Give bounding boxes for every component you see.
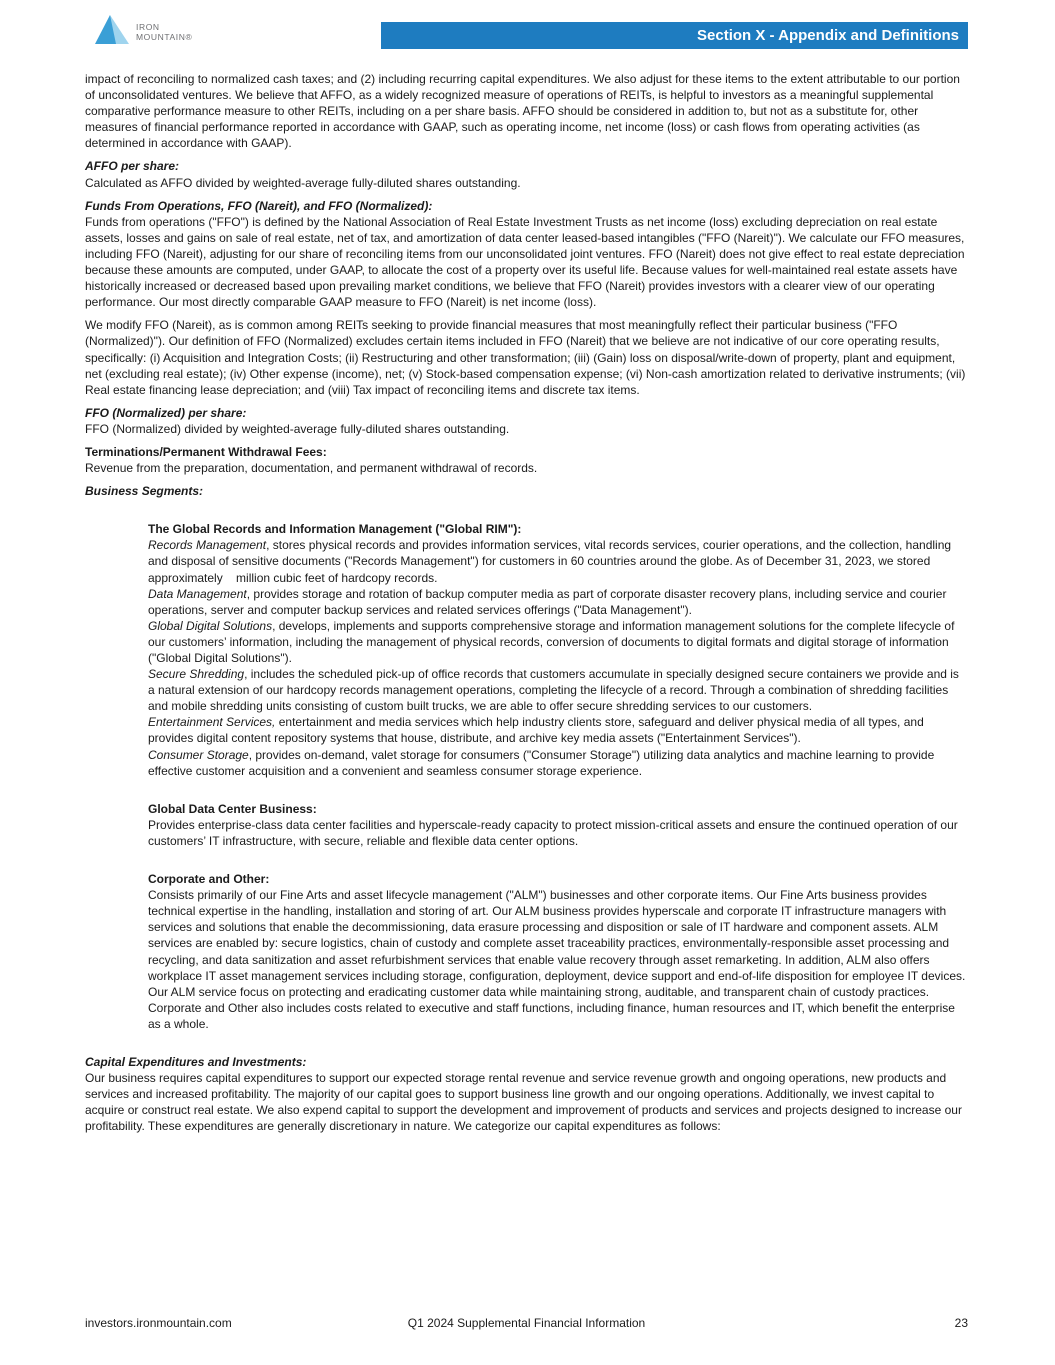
section-heading: Global Data Center Business: <box>148 801 317 816</box>
paragraph: Revenue from the preparation, documentation, and permanent withdrawal of records. <box>85 461 538 476</box>
footer-title: Q1 2024 Supplemental Financial Information <box>407 1316 646 1330</box>
document-body <box>85 71 968 1134</box>
footer-website: investors.ironmountain.com <box>85 1316 232 1330</box>
logo-line1: IRON <box>136 21 160 32</box>
term-lead-italic: Data Management <box>148 586 247 601</box>
paragraph: impact of reconciling to normalized cash taxes; and (2) including recurring capital expenditures. We also adjust for these items to the extent attributable to our portion of unconsolidated ventures. We believe that AFFO, as a widely recognized measure of operations of REITs, is helpful to investors as a meaningful supplemental comparative performance measure to other REITs, including on a per share basis. AFFO should be considered in addition to, but not as a substitute for, other measures of financial performance reported in accordance with GAAP, such as operating income, net income (loss) or cash flows from operating activities (as determined in accordance with GAAP). <box>85 72 964 151</box>
section-heading: AFFO per share: <box>85 159 180 174</box>
logo-line2: MOUNTAIN® <box>136 32 193 42</box>
section-heading: The Global Records and Information Management ("Global RIM"): <box>148 522 522 537</box>
term-lead-italic: Consumer Storage <box>148 747 249 762</box>
mountain-logo-icon <box>95 15 129 49</box>
logo-wordmark <box>136 22 192 43</box>
section-heading: Corporate and Other: <box>148 872 270 887</box>
section-heading: Business Segments: <box>85 484 204 499</box>
footer-page-number: 23 <box>954 1316 968 1330</box>
paragraph: Secure Shredding, includes the scheduled pick-up of office records that customers accumulate in specially designed secure containers we provide and is a natural extension of our hardcopy records management operations, completing the lifecycle of a record. Through a combination of shredding facilities and mobile shredding units consisting of custom built trucks, we are able to offer secure shredding services to our customers. <box>148 667 963 714</box>
paragraph: Consists primarily of our Fine Arts and asset lifecycle management ("ALM") businesses and other corporate items. Our Fine Arts business provides technical expertise in the handling, installation and storing of art. Our ALM business provides hyperscale and corporate IT infrastructure managers with services and solutions that enable the decommissioning, data erasure processing and disposition or sale of IT hardware and component assets. ALM services are enabled by: secure logistics, chain of custody and complete asset traceability practices, environmentally-responsible asset processing and recycling, and data sanitization and asset refurbishment services that enable value recovery through asset remarketing. In addition, ALM also offers workplace IT asset management services including storage, configuration, deployment, device support and end-of-life disposition for employee IT devices. Our ALM service focus on protecting and eradicating customer data while maintaining strong, auditable, and transparent chain of custody practices. Corporate and Other also includes costs related to executive and staff functions, including finance, human resources and IT, which benefit the enterprise as a whole. <box>148 888 969 1031</box>
paragraph: Global Digital Solutions, develops, implements and supports comprehensive storage and information management solutions for the complete lifecycle of our customers’ information, including the management of physical records, conversion of documents to digital formats and digital storage of information ("Global Digital Solutions"). <box>148 618 958 665</box>
section-heading: Capital Expenditures and Investments: <box>85 1054 307 1069</box>
paragraph: We modify FFO (Nareit), as is common among REITs seeking to provide financial measures that most meaningfully reflect their particular business ("FFO (Normalized)"). Our definition of FFO (Normalized) excludes certain items included in FFO (Nareit) that we believe are not indicative of our core operating results, specifically: (i) Acquisition and Integration Costs; (ii) Restructuring and other transformation; (iii) (Gain) loss on disposal/write-down of property, plant and equipment, net (excluding real estate); (iv) Other expense (income), net; (v) Stock-based compensation expense; (vi) Non-cash amortization related to derivative instruments; (vii) Real estate financing lease depreciation; and (viii) Tax impact of reconciling items and discrete tax items. <box>85 318 969 397</box>
section-banner: Section X - Appendix and Definitions <box>381 22 968 49</box>
iron-mountain-logo <box>95 15 192 49</box>
section-heading: Funds From Operations, FFO (Nareit), and FFO (Normalized): <box>85 198 433 213</box>
paragraph: Entertainment Services, entertainment and media services which help industry clients store, safeguard and deliver physical media of all types, and provides digital content repository systems that house, distribute, and archive key media assets ("Entertainment Services"). <box>148 715 928 746</box>
paragraph: Provides enterprise-class data center facilities and hyperscale-ready capacity to protect mission-critical assets and ensure the continued operation of our customers’ IT infrastructure, with secure, reliable and flexible data center options. <box>148 817 962 848</box>
section-heading: FFO (Normalized) per share: <box>85 405 247 420</box>
term-lead-italic: Global Digital Solutions <box>148 618 273 633</box>
page-footer <box>85 1316 968 1330</box>
paragraph: Funds from operations ("FFO") is defined by the National Association of Real Estate Investment Trusts as net income (loss) excluding depreciation on real estate assets, losses and gains on sale of real estate, net of tax, and amortization of data center leased-based intangibles ("FFO (Nareit)"). We calculate our FFO measures, including FFO (Nareit), adjusting for our share of reconciling items from our unconsolidated joint ventures. FFO (Nareit) does not give effect to real estate depreciation because these amounts are computed, under GAAP, to allocate the cost of a property over its useful life. Because values for well-maintained real estate assets have historically increased or decreased based upon prevailing market conditions, we believe that FFO (Nareit) provides investors with a clearer view of our operating performance. Our most directly comparable GAAP measure to FFO (Nareit) is net income (loss). <box>85 214 968 310</box>
paragraph: Consumer Storage, provides on-demand, valet storage for consumers ("Consumer Storage") utilizing data analytics and machine learning to provide effective customer acquisition and a convenient and seamless consumer storage experience. <box>148 747 938 778</box>
paragraph: Data Management, provides storage and rotation of backup computer media as part of corporate disaster recovery plans, including service and courier operations, server and computer backup services and related services offerings ("Data Management"). <box>148 586 950 617</box>
term-lead-italic: Secure Shredding <box>148 667 245 682</box>
term-lead-italic: Entertainment Services, <box>148 715 276 730</box>
term-lead-italic: Records Management <box>148 538 267 553</box>
paragraph: Calculated as AFFO divided by weighted-average fully-diluted shares outstanding. <box>85 175 521 190</box>
section-heading: Terminations/Permanent Withdrawal Fees: <box>85 444 327 459</box>
paragraph: Our business requires capital expenditures to support our expected storage rental revenue and service revenue growth and ongoing operations, new products and services and increased profitability. The majority of our capital goes to support business line growth and our ongoing operations. Additionally, we invest capital to acquire or construct real estate. We also expend capital to support the development and improvement of products and services and projects designed to increase our profitability. These expenditures are generally discretionary in nature. We categorize our capital expenditures as follows: <box>85 1071 966 1134</box>
paragraph: FFO (Normalized) divided by weighted-average fully-diluted shares outstanding. <box>85 421 510 436</box>
paragraph: Records Management, stores physical records and provides information services, vital records services, courier operations, and the collection, handling and disposal of sensitive documents ("Records Management") for customers in 60 countries around the globe. As of December 31, 2023, we stored approximately million cubic feet of hardcopy records. <box>148 538 955 585</box>
